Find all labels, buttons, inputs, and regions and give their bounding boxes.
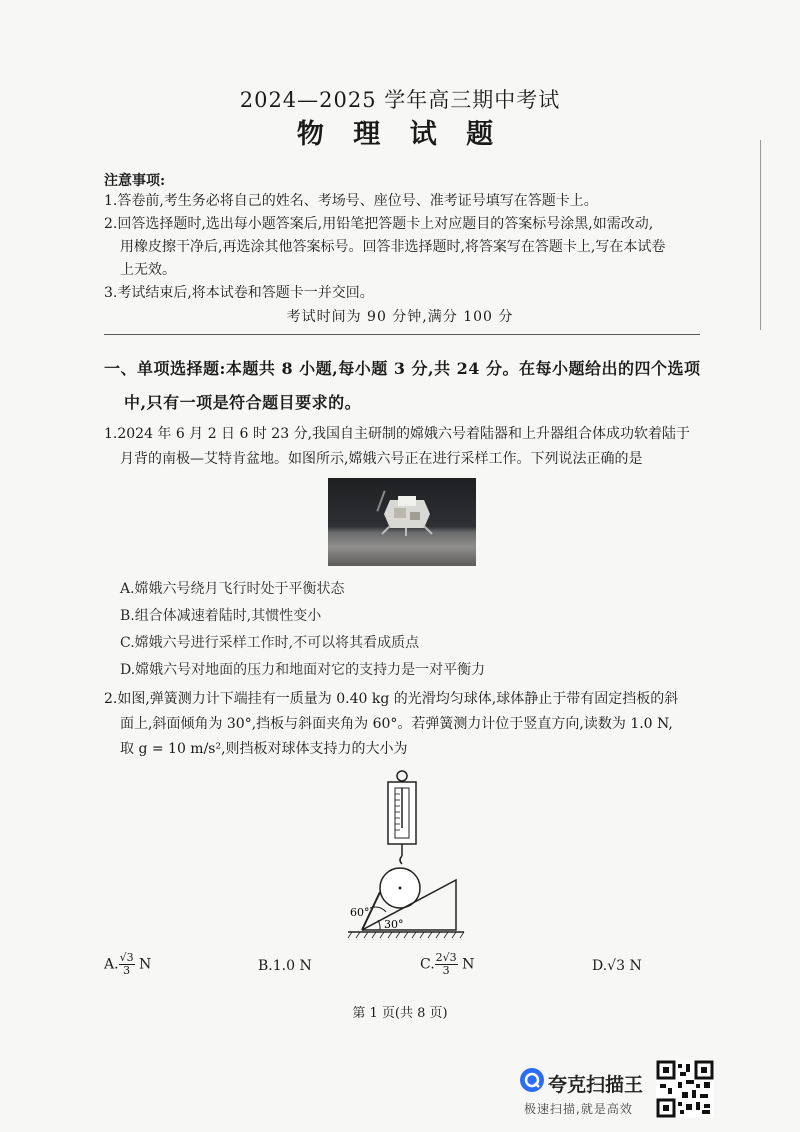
scanner-brand: 夸克扫描王 — [548, 1074, 644, 1096]
q2-answer-a-denominator: 3 — [123, 964, 131, 977]
angle-30-label: 30° — [384, 918, 404, 931]
q2-stem-line-3: 取 g = 10 m/s²,则挡板对球体支持力的大小为 — [120, 741, 408, 757]
notice-item-1: 1.答卷前,考生务必将自己的姓名、考场号、座位号、准考证号填写在答题卡上。 — [104, 193, 598, 209]
q2-answer-c-numerator: 2√3 — [435, 951, 457, 964]
spring-scale-incline-diagram — [340, 768, 470, 944]
angle-60-label: 60° — [350, 906, 370, 919]
q2-answer-a-prefix: A. — [104, 956, 119, 973]
divider-rule — [104, 334, 700, 335]
scanner-slogan: 极速扫描,就是高效 — [524, 1102, 633, 1116]
page-number: 第 1 页(共 8 页) — [352, 1006, 448, 1021]
q2-answer-d: D.√3 N — [592, 958, 642, 974]
q1-option-d: D.嫦娥六号对地面的压力和地面对它的支持力是一对平衡力 — [120, 662, 486, 678]
notice-item-2-line-3: 上无效。 — [120, 262, 176, 278]
q2-answer-a-numerator: √3 — [119, 951, 134, 964]
q2-answer-c-fraction — [435, 952, 458, 977]
q2-answer-a — [104, 952, 151, 977]
notice-item-3: 3.考试结束后,将本试卷和答题卡一并交回。 — [104, 285, 374, 301]
q1-stem-line-1: 1.2024 年 6 月 2 日 6 时 23 分,我国自主研制的嫦娥六号着陆器和上升器组合体成功软着陆于 — [104, 426, 691, 442]
subject-title: 物 理 试 题 — [296, 119, 504, 150]
q1-option-b: B.组合体减速着陆时,其惯性变小 — [120, 608, 322, 624]
q2-answer-c-unit: N — [462, 956, 475, 973]
section-1-heading-line-2: 中,只有一项是符合题目要求的。 — [124, 393, 362, 412]
q1-option-a: A.嫦娥六号绕月飞行时处于平衡状态 — [120, 581, 345, 597]
exam-time-note: 考试时间为 90 分钟,满分 100 分 — [286, 309, 514, 325]
lander-figure — [328, 478, 476, 566]
q2-stem-line-1: 2.如图,弹簧测力计下端挂有一质量为 0.40 kg 的光滑均匀球体,球体静止于带有固定挡板的斜 — [104, 691, 679, 707]
section-1-heading-line-1: 一、单项选择题:本题共 8 小题,每小题 3 分,共 24 分。在每小题给出的四个选项 — [104, 359, 701, 378]
q1-stem-line-2: 月背的南极—艾特肯盆地。如图所示,嫦娥六号正在进行采样工作。下列说法正确的是 — [120, 451, 643, 467]
q2-answer-c-denominator: 3 — [442, 964, 450, 977]
q2-stem-line-2: 面上,斜面倾角为 30°,挡板与斜面夹角为 60°。若弹簧测力计位于竖直方向,读数为 1.0 N, — [120, 716, 673, 732]
q2-answer-b: B.1.0 N — [258, 958, 312, 974]
page-edge-line — [760, 140, 761, 330]
qr-code-icon — [656, 1060, 714, 1118]
quark-logo-icon — [518, 1066, 546, 1094]
exam-title: 2024—2025 学年高三期中考试 — [239, 88, 561, 112]
q2-answer-a-fraction — [119, 952, 135, 977]
notice-heading: 注意事项: — [104, 173, 166, 189]
q2-answer-a-unit: N — [139, 956, 152, 973]
notice-item-2-line-1: 2.回答选择题时,选出每小题答案后,用铅笔把答题卡上对应题目的答案标号涂黑,如需改动, — [104, 216, 654, 232]
notice-item-2-line-2: 用橡皮擦干净后,再选涂其他答案标号。回答非选择题时,将答案写在答题卡上,写在本试卷 — [120, 239, 666, 255]
q2-answer-c-prefix: C. — [420, 956, 435, 973]
q2-answer-c — [420, 952, 474, 977]
lunar-lander-photo — [328, 478, 476, 566]
q1-option-c: C.嫦娥六号进行采样工作时,不可以将其看成质点 — [120, 635, 420, 651]
